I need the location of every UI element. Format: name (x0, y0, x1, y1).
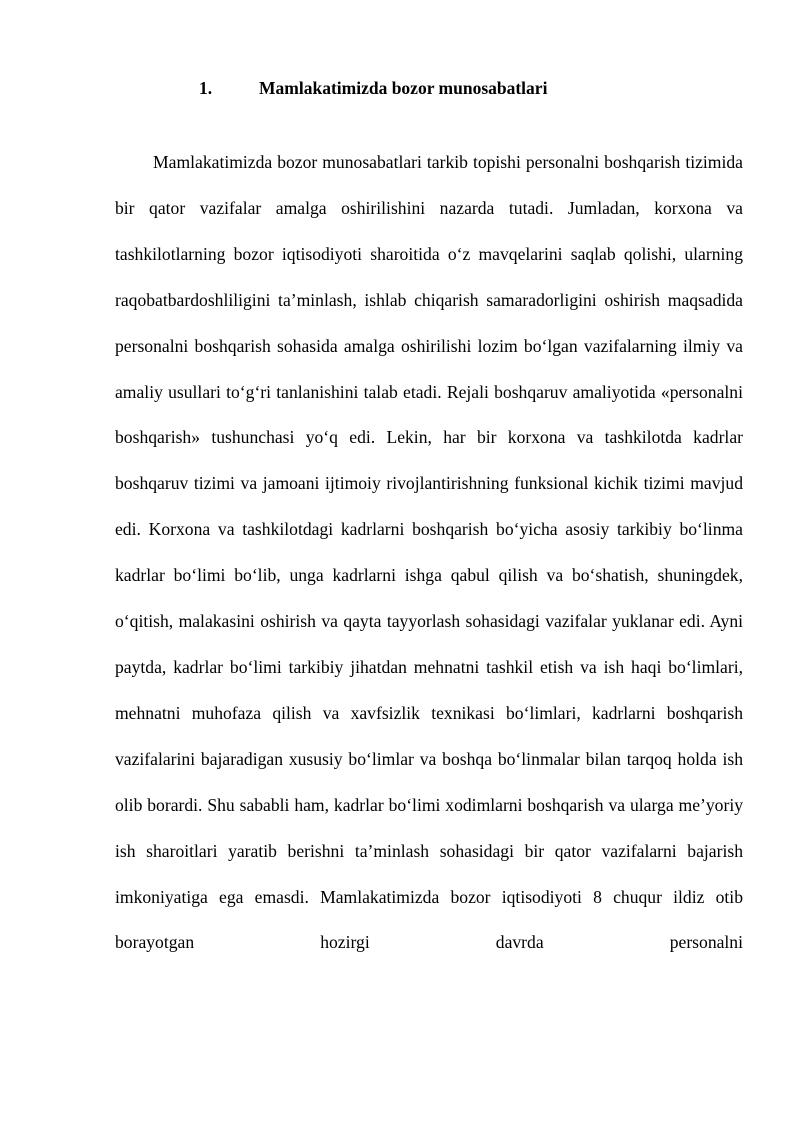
body-paragraph: Mamlakatimizda bozor munosabatlari tarkib topishi personalni boshqarish tizimida bir qator vazifalar amalga oshirilishini nazarda tutadi. Jumladan, korxona va tashkilotlarning bozor iqtisodiyoti sharoitida o‘z mavqelarini saqlab qolishi, ularning raqobatbardoshliligini ta’minlash, ishlab chiqarish samaradorligini oshirish maqsadida personalni boshqarish sohasida amalga oshirilishi lozim bo‘lgan vazifalarning ilmiy va amaliy usullari to‘g‘ri tanlanishini talab etadi. Rejali boshqaruv amaliyotida «personalni boshqarish» tushunchasi yo‘q edi. Lekin, har bir korxona va tashkilotda kadrlar boshqaruv tizimi va jamoani ijtimoiy rivojlantirishning funksional kichik tizimi mavjud edi. Korxona va tashkilotdagi kadrlarni boshqarish bo‘yicha asosiy tarkibiy bo‘linma kadrlar bo‘limi bo‘lib, unga kadrlarni ishga qabul qilish va bo‘shatish, shuningdek, o‘qitish, malakasini oshirish va qayta tayyorlash sohasidagi vazifalar yuklanar edi. Ayni paytda, kadrlar bo‘limi tarkibiy jihatdan mehnatni tashkil etish va ish haqi bo‘limlari, mehnatni muhofaza qilish va xavfsizlik texnikasi bo‘limlari, kadrlarni boshqarish vazifalarini bajaradigan xususiy bo‘limlar va boshqa bo‘linmalar bilan tarqoq holda ish olib borardi. Shu sababli ham, kadrlar bo‘limi xodimlarni boshqarish va ularga me’yoriy ish sharoitlari yaratib berishni ta’minlash sohasidagi bir qator vazifalarni bajarish imkoniyatiga ega emasdi. Mamlakatimizda bozor iqtisodiyoti 8 chuqur ildiz otib borayotgan hozirgi davrda personalni (115, 152, 743, 953)
section-title: Mamlakatimizda bozor munosabatlari (259, 78, 548, 98)
section-number: 1. (199, 78, 213, 98)
section-heading (0, 76, 800, 100)
